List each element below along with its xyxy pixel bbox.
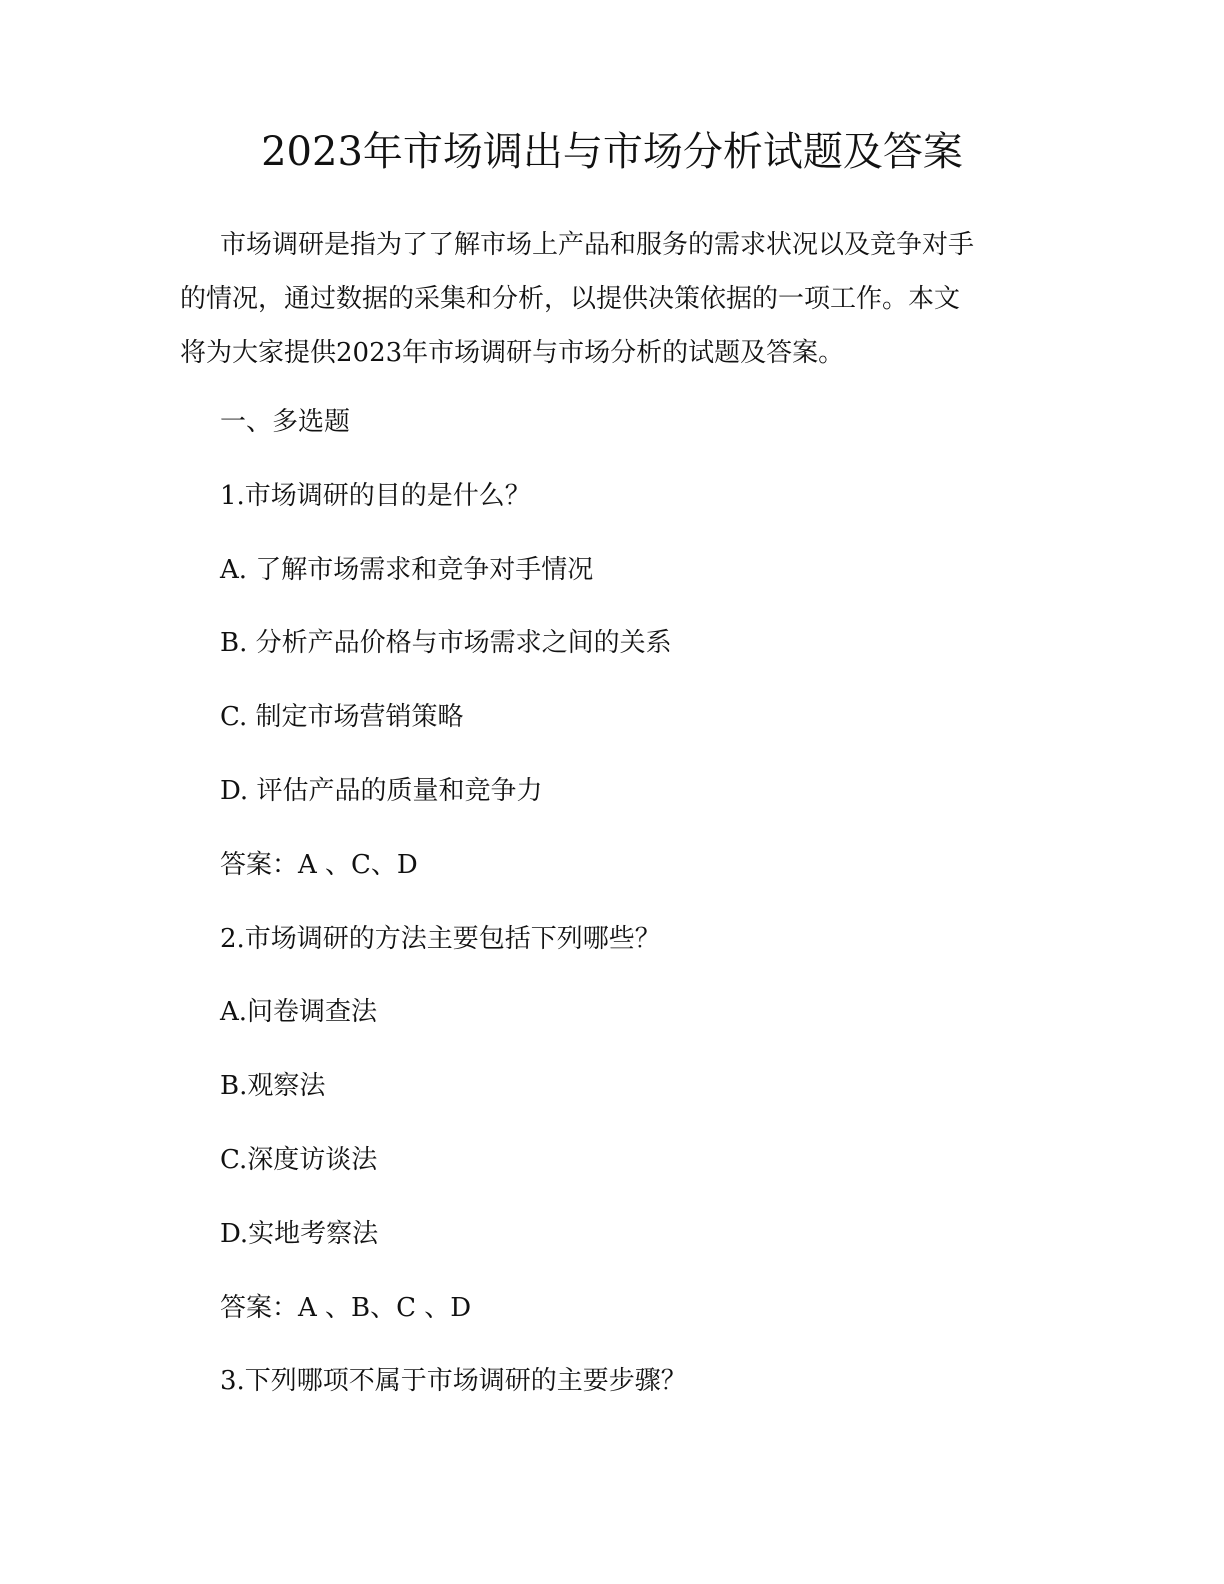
q2-option-c: C.深度访谈法 xyxy=(220,1145,378,1175)
document-title: 2023年市场调出与市场分析试题及答案 xyxy=(261,129,963,175)
intro-line: 市场调研是指为了了解市场上产品和服务的需求状况以及竞争对手 xyxy=(220,230,975,260)
q1-option-c: C. 制定市场营销策略 xyxy=(220,702,464,732)
question-1: 1.市场调研的目的是什么？ xyxy=(220,481,531,511)
q2-answer: 答案：A 、B、C 、D xyxy=(220,1293,472,1323)
q1-option-b: B. 分析产品价格与市场需求之间的关系 xyxy=(220,628,672,658)
q2-option-b: B.观察法 xyxy=(220,1071,326,1101)
intro-paragraph xyxy=(180,218,1050,380)
q2-option-a: A.问卷调查法 xyxy=(220,997,378,1027)
question-2: 2.市场调研的方法主要包括下列哪些？ xyxy=(220,924,661,954)
q1-option-d: D. 评估产品的质量和竞争力 xyxy=(220,776,543,806)
q1-option-a: A. 了解市场需求和竞争对手情况 xyxy=(220,555,594,585)
q1-answer: 答案：A 、C、D xyxy=(220,850,418,880)
intro-line: 的情况，通过数据的采集和分析，以提供决策依据的一项工作。本文 xyxy=(180,284,961,314)
intro-line: 将为大家提供2023年市场调研与市场分析的试题及答案。 xyxy=(180,338,845,368)
q2-option-d: D.实地考察法 xyxy=(220,1219,379,1249)
section-heading: 一、多选题 xyxy=(220,407,351,437)
question-3: 3.下列哪项不属于市场调研的主要步骤？ xyxy=(220,1366,687,1396)
